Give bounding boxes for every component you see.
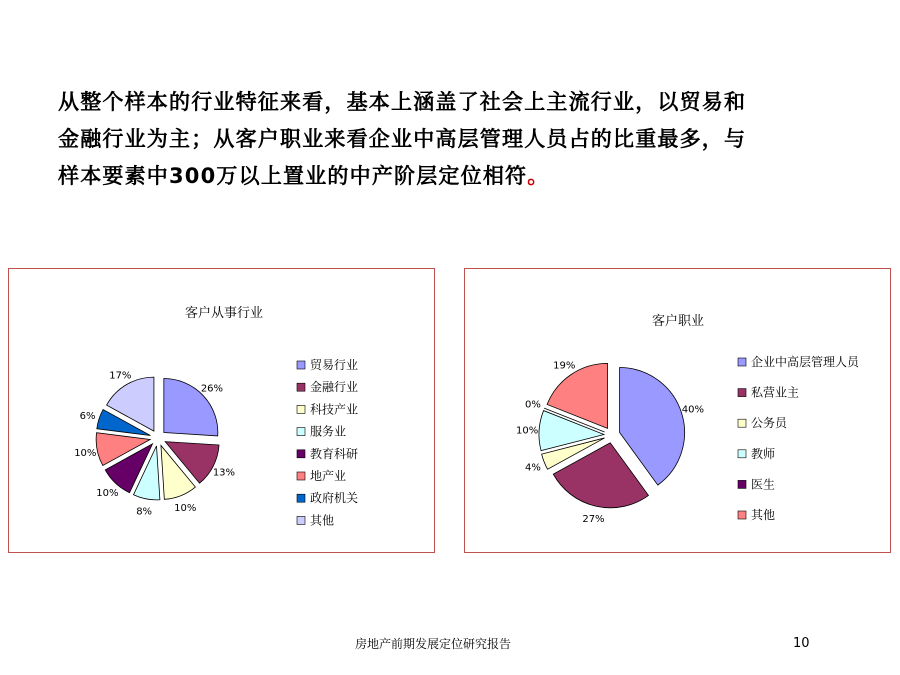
slice-label-4: 8% <box>136 506 153 518</box>
slice-label-4: 10% <box>516 425 539 437</box>
legend-label-1: 贸易行业 <box>310 358 359 372</box>
legend-label-7: 政府机关 <box>310 491 359 506</box>
slice-label-7: 6% <box>79 411 96 423</box>
legend-label-4: 服务业 <box>310 424 347 439</box>
legend-swatch-2 <box>297 383 305 391</box>
legend-swatch-1 <box>297 361 305 369</box>
slice-label-6: 19% <box>553 360 576 372</box>
intro-text <box>58 84 858 195</box>
legend-swatch-1 <box>738 358 746 366</box>
slice-label-8: 17% <box>109 370 132 382</box>
slice-label-1: 26% <box>200 383 224 395</box>
slice-label-2: 27% <box>582 513 605 525</box>
legend-label-5: 教育科研 <box>310 446 359 461</box>
legend-swatch-4 <box>297 428 305 436</box>
legend-swatch-6 <box>738 511 746 519</box>
legend-swatch-6 <box>297 472 305 480</box>
industry-pie-chart <box>9 269 434 552</box>
intro-line-1: 从整个样本的行业特征来看，基本上涵盖了社会上主流行业，以贸易和 <box>58 90 747 114</box>
slice-label-5: 0% <box>525 399 541 411</box>
slice-label-6: 10% <box>74 447 97 459</box>
legend-swatch-4 <box>738 450 746 458</box>
legend-label-2: 金融行业 <box>310 380 359 395</box>
legend-label-1: 企业中高层管理人员 <box>751 355 860 369</box>
legend-label-3: 科技产业 <box>310 402 359 417</box>
occupation-chart-panel <box>464 268 891 553</box>
legend-label-4: 教师 <box>751 446 776 461</box>
intro-line-3 <box>58 158 858 195</box>
intro-end-mark: 。 <box>527 164 550 188</box>
legend-label-6: 其他 <box>751 508 776 522</box>
pie-slice-1 <box>620 368 685 486</box>
industry-chart-panel <box>8 268 435 553</box>
slice-label-3: 4% <box>525 462 541 474</box>
chart-title: 客户职业 <box>651 314 705 329</box>
slice-label-3: 10% <box>174 502 197 514</box>
intro-line-2: 金融行业为主；从客户职业来看企业中高层管理人员占的比重最多，与 <box>58 127 747 151</box>
legend-label-6: 地产业 <box>310 469 347 483</box>
slice-label-5: 10% <box>96 487 119 499</box>
slice-label-1: 40% <box>681 404 704 416</box>
legend-swatch-5 <box>297 450 305 458</box>
legend-swatch-5 <box>738 480 746 488</box>
chart-title: 客户从事行业 <box>184 306 264 321</box>
legend-label-8: 其他 <box>310 513 335 528</box>
footer-title: 房地产前期发展定位研究报告 <box>355 637 512 651</box>
legend-swatch-7 <box>297 494 305 502</box>
occupation-pie-chart <box>465 269 890 552</box>
legend-swatch-8 <box>297 516 305 524</box>
slice-label-2: 13% <box>212 467 236 479</box>
legend-label-5: 医生 <box>751 477 776 492</box>
legend-swatch-3 <box>297 405 305 413</box>
page-number: 10 <box>793 636 810 651</box>
intro-line-3-text: 样本要素中300万以上置业的中产阶层定位相符 <box>58 164 528 188</box>
legend-swatch-3 <box>738 419 746 427</box>
legend-label-3: 公务员 <box>751 416 788 431</box>
legend-label-2: 私营业主 <box>751 385 800 400</box>
legend-swatch-2 <box>738 389 746 397</box>
